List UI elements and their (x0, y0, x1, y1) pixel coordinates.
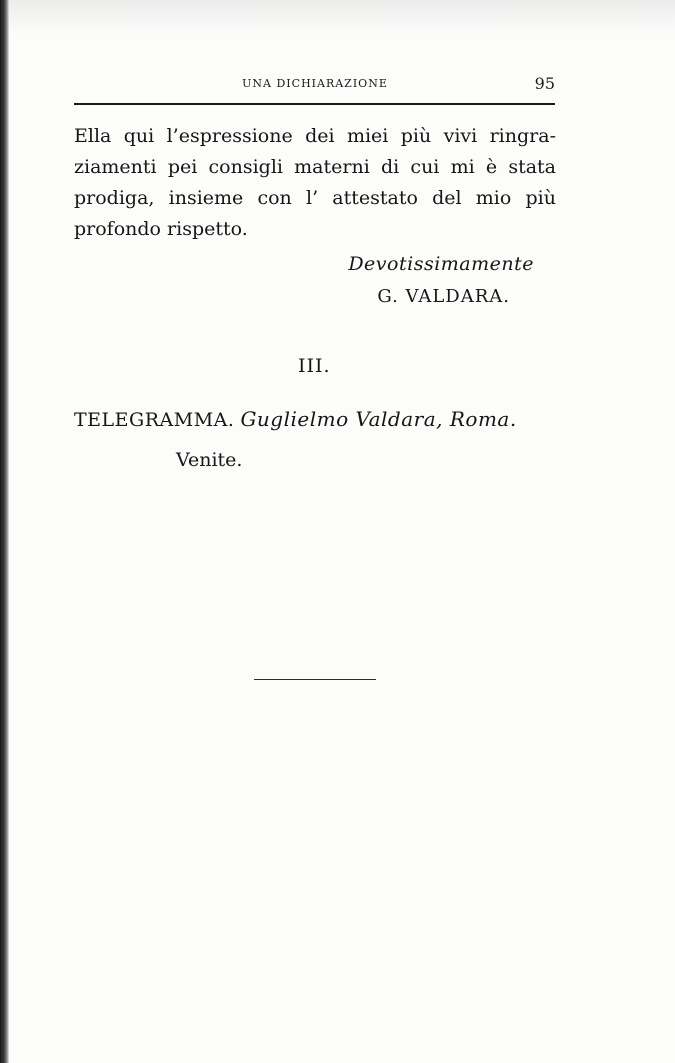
binding-edge (0, 0, 9, 1063)
running-head (75, 74, 555, 96)
body-line-1: Ella qui l’espressione dei miei più vivi ringra- (74, 125, 556, 147)
telegram-message: Venite. (176, 449, 243, 471)
body-line-2: ziamenti pei consigli materni di cui mi è stata (74, 156, 556, 178)
section-number: III. (298, 355, 331, 377)
body-paragraph (74, 121, 556, 245)
telegram-heading (74, 407, 517, 431)
running-title: UNA DICHIARAZIONE (242, 77, 388, 90)
header-rule (74, 103, 555, 105)
body-line-4: profondo rispetto. (74, 218, 248, 240)
letter-signature: G. VALDARA. (377, 286, 510, 307)
telegram-address: Guglielmo Valdara, Roma. (240, 407, 517, 431)
body-line-3: prodiga, insieme con l’ attestato del mio più (74, 187, 556, 209)
page-number: 95 (534, 74, 555, 93)
end-rule (254, 679, 376, 680)
telegram-label: TELEGRAMMA. (74, 409, 235, 431)
paper-top-shading (9, 0, 675, 36)
letter-closing: Devotissimamente (348, 253, 534, 275)
